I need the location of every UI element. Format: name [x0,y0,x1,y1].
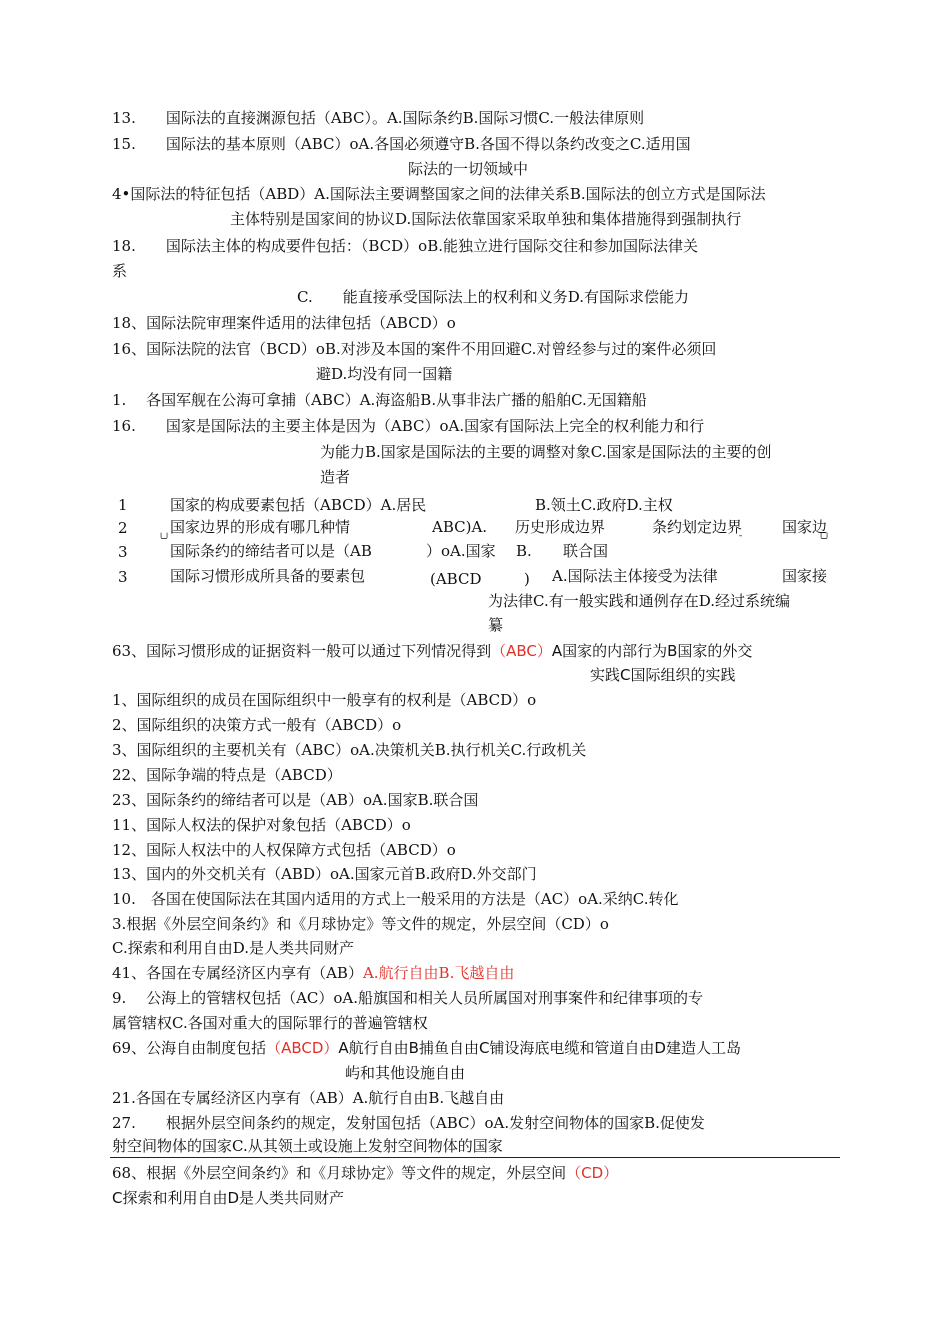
row-text: ) [524,570,530,588]
row-text: (ABCD [430,570,482,588]
divider-line [110,1157,840,1158]
row-mark: ╰╯ [158,534,171,545]
row-text: 历史形成边界 [515,518,606,536]
question-line: 1、国际组织的成员在国际组织中一般享有的权利是（ABCD）o [112,691,537,709]
question-line: 属管辖权C.各国对重大的国际罪行的普遍管辖权 [112,1014,428,1032]
row-number: 3 [118,568,128,586]
row-text: 条约划定边界 [652,518,743,536]
question-line: 68、根据《外层空间条约》和《月球协定》等文件的规定，外层空间 [112,1164,567,1182]
answer-highlight: （ABC） [491,642,552,660]
question-line: 21.各国在专属经济区内享有（AB）A.航行自由B.飞越自由 [112,1089,505,1107]
row-text: 为法律C.有一般实践和通例存在D.经过系统编 [488,592,790,610]
question-line: 避D.均没有同一国籍 [316,365,453,383]
question-line: 12、国际人权法中的人权保障方式包括（ABCD）o [112,841,456,859]
row-text: 国家的构成要素包括（ABCD）A.居民 [170,496,427,514]
question-line: 3.根据《外层空间条约》和《月球协定》等文件的规定，外层空间（CD）o [112,915,609,933]
question-line: 18、国际法院审理案件适用的法律包括（ABCD）o [112,314,456,332]
question-line: 13、国内的外交机关有（ABD）oA.国家元首B.政府D.外交部门 [112,865,537,883]
answer-highlight: （CD） [566,1164,619,1182]
question-line: 实践C国际组织的实践 [590,666,736,684]
row-text: ）oA.国家 [426,542,496,560]
question-line: 27. 根据外层空间条约的规定，发射国包括（ABC）oA.发射空间物体的国家B.促使发 [112,1114,705,1132]
question-line: 11、国际人权法的保护对象包括（ABCD）o [112,816,411,834]
question-line: 22、国际争端的特点是（ABCD） [112,766,342,784]
row-text: 纂 [488,616,504,634]
question-line: A航行自由B捕鱼自由C铺设海底电缆和管道自由D建造人工岛 [338,1039,741,1057]
question-line: 15. 国际法的基本原则（ABC）oA.各国必须遵守B.各国不得以条约改变之C.适用国 [112,135,691,153]
question-line: C. 能直接承受国际法上的权利和义务D.有国际求偿能力 [297,288,689,306]
row-text: 联合国 [563,542,609,560]
question-line: 造者 [320,468,351,486]
row-text: 国家边界的形成有哪几种情 [170,518,351,536]
question-line: 主体特别是国家间的协议D.国际法依靠国家采取单独和集体措施得到强制执行 [230,210,742,228]
row-mark: ╰╯ [818,534,831,545]
question-line: 射空间物体的国家C.从其领土或设施上发射空间物体的国家 [112,1137,503,1155]
question-line: 屿和其他设施自由 [345,1064,466,1082]
row-text: 国际条约的缔结者可以是（AB [170,542,372,560]
question-line: 3、国际组织的主要机关有（ABC）oA.决策机关B.执行机关C.行政机关 [112,741,587,759]
row-text: A.国际法主体接受为法律 [552,567,718,585]
row-text: 国家边 [782,518,828,536]
row-number: 3 [118,543,128,561]
question-line: 1. 各国军舰在公海可拿捕（ABC）A.海盗船B.从事非法广播的船舶C.无国籍船 [112,391,647,409]
row-text: B. [516,542,532,560]
question-line: 23、国际条约的缔结者可以是（AB）oA.国家B.联合国 [112,791,479,809]
question-line: 18. 国际法主体的构成要件包括：（BCD）oB.能独立进行国际交往和参加国际法律关 [112,237,698,255]
question-line: 16. 国家是国际法的主要主体是因为（ABC）oA.国家有国际法上完全的权利能力和行 [112,417,705,435]
question-line: 系 [112,262,128,280]
question-line: 41、各国在专属经济区内享有（AB） [112,964,363,982]
row-mark: ¯ [738,535,743,546]
question-line: 际法的一切领域中 [408,160,529,178]
row-text: B.领土C.政府D.主权 [535,496,673,514]
row-text: 国家接 [782,567,828,585]
answer-highlight: A.航行自由B.飞越自由 [362,964,515,982]
row-text: ABC)A. [432,518,488,536]
question-line: 16、国际法院的法官（BCD）oB.对涉及本国的案件不用回避C.对曾经参与过的案件必须回 [112,340,717,358]
question-line: A国家的内部行为B国家的外交 [551,642,753,660]
question-line: 为能力B.国家是国际法的主要的调整对象C.国家是国际法的主要的创 [320,443,772,461]
question-line: C探索和利用自由D是人类共同财产 [112,1189,345,1207]
row-number: 1 [118,496,128,514]
question-line: 63、国际习惯形成的证据资料一般可以通过下列情况得到 [112,642,492,660]
question-line: 2、国际组织的决策方式一般有（ABCD）o [112,716,402,734]
question-line: C.探索和利用自由D.是人类共同财产 [112,939,354,957]
question-line: 9. 公海上的管辖权包括（AC）oA.船旗国和相关人员所属国对刑事案件和纪律事项的专 [112,989,704,1007]
row-text: 国际习惯形成所具备的要素包 [170,567,366,585]
question-line: 10. 各国在使国际法在其国内适用的方式上一般采用的方法是（AC）oA.采纳C.转化 [112,890,679,908]
answer-highlight: （ABCD） [266,1039,339,1057]
question-line: 4•国际法的特征包括（ABD）A.国际法主要调整国家之间的法律关系B.国际法的创立方式是国际法 [112,185,766,203]
question-line: 13. 国际法的直接渊源包括（ABC）。A.国际条约B.国际习惯C.一般法律原则 [112,109,645,127]
question-line: 69、公海自由制度包括 [112,1039,267,1057]
row-number: 2 [118,519,128,537]
